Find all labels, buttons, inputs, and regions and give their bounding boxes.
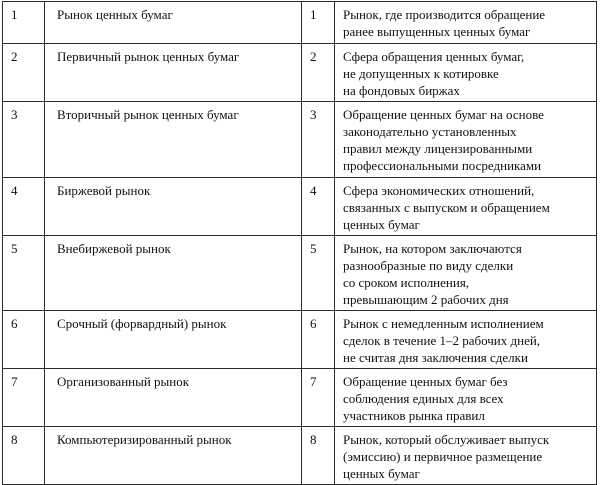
definition-cell — [335, 311, 597, 369]
term-number: 1 — [3, 2, 45, 44]
definition-line: разнообразные по виду сделки — [343, 258, 514, 273]
term-number: 6 — [3, 311, 45, 369]
term-cell: Вторичный рынок ценных бумаг — [45, 102, 302, 178]
definition-cell — [335, 44, 597, 102]
definition-line: ранее выпущенных ценных бумаг — [343, 24, 531, 39]
definition-line: сделок в течение 1–2 рабочих дней, — [343, 333, 541, 348]
table-row — [3, 311, 597, 369]
term-number: 5 — [3, 236, 45, 311]
definition-line: Сфера обращения ценных бумаг, — [343, 49, 525, 64]
definition-cell — [335, 427, 597, 485]
definition-line: правил между лицензированными — [343, 141, 533, 156]
definition-line: профессиональными посредниками — [343, 158, 542, 173]
table-row — [3, 236, 597, 311]
table-row — [3, 369, 597, 427]
term-number: 3 — [3, 102, 45, 178]
definition-cell — [335, 178, 597, 236]
term-cell: Внебиржевой рынок — [45, 236, 302, 311]
definition-line: Сфера экономических отношений, — [343, 183, 535, 198]
definition-cell — [335, 102, 597, 178]
definition-number: 3 — [302, 102, 335, 178]
term-cell: Организованный рынок — [45, 369, 302, 427]
definition-number: 5 — [302, 236, 335, 311]
definition-line: связанных с выпуском и обращением — [343, 200, 550, 215]
term-number: 7 — [3, 369, 45, 427]
term-number: 8 — [3, 427, 45, 485]
definition-cell — [335, 236, 597, 311]
definition-line: Обращение ценных бумаг на основе — [343, 107, 544, 122]
definition-line: ценных бумаг — [343, 466, 420, 481]
definition-number: 8 — [302, 427, 335, 485]
definition-line: Рынок с немедленным исполнением — [343, 316, 544, 331]
term-cell: Рынок ценных бумаг — [45, 2, 302, 44]
term-cell: Биржевой рынок — [45, 178, 302, 236]
definition-number: 4 — [302, 178, 335, 236]
table-row — [3, 178, 597, 236]
definition-line: не считая дня заключения сделки — [343, 350, 528, 365]
definition-line: соблюдения единых для всех — [343, 391, 504, 406]
term-number: 4 — [3, 178, 45, 236]
definition-line: превышающим 2 рабочих дня — [343, 292, 509, 307]
term-number: 2 — [3, 44, 45, 102]
definition-number: 2 — [302, 44, 335, 102]
definition-line: Рынок, где производится обращение — [343, 7, 546, 22]
definition-number: 1 — [302, 2, 335, 44]
definition-line: со сроком исполнения, — [343, 275, 470, 290]
definition-line: (эмиссию) и первичное размещение — [343, 449, 543, 464]
definition-line: ценных бумаг — [343, 217, 420, 232]
definition-line: Обращение ценных бумаг без — [343, 374, 508, 389]
table-row — [3, 427, 597, 485]
definition-line: не допущенных к котировке — [343, 66, 499, 81]
definition-cell — [335, 369, 597, 427]
definition-line: на фондовых биржах — [343, 83, 460, 98]
definition-line: Рынок, который обслуживает выпуск — [343, 432, 550, 447]
table-row — [3, 44, 597, 102]
definition-cell — [335, 2, 597, 44]
term-cell: Компьютеризированный рынок — [45, 427, 302, 485]
definition-line: Рынок, на котором заключаются — [343, 241, 522, 256]
definition-line: участников рынка правил — [343, 408, 485, 423]
table-row — [3, 102, 597, 178]
term-cell: Срочный (форвардный) рынок — [45, 311, 302, 369]
table-row — [3, 2, 597, 44]
definition-number: 7 — [302, 369, 335, 427]
definition-number: 6 — [302, 311, 335, 369]
definition-line: законодательно установленных — [343, 124, 517, 139]
matching-table — [2, 1, 597, 485]
term-cell: Первичный рынок ценных бумаг — [45, 44, 302, 102]
